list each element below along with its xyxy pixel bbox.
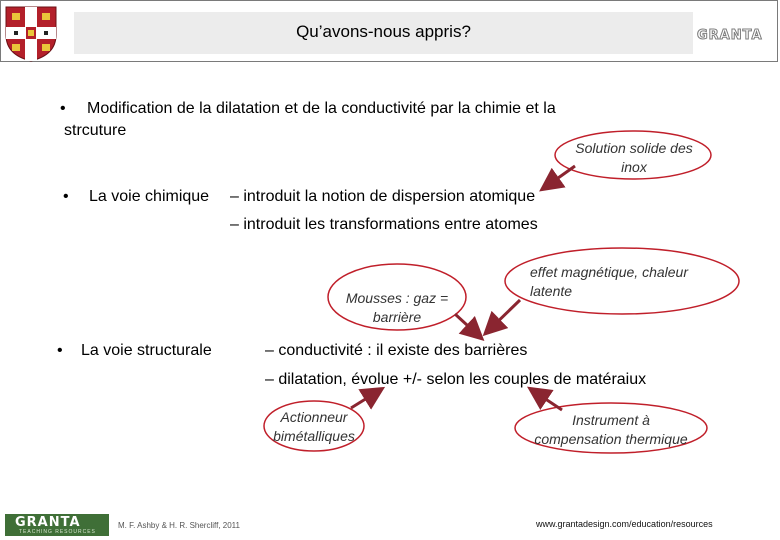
granta-footer-logo: GRANTA TEACHING RESOURCES	[5, 514, 109, 536]
note-effet: effet magnétique, chaleur latente	[530, 264, 688, 299]
note-instrument: Instrument à compensation thermique	[534, 412, 688, 447]
note-mousses: Mousses : gaz = barrière	[345, 290, 449, 325]
bullet1-line1: Modification de la dilatation et de la conductivité par la chimie et la	[87, 100, 556, 117]
bullet2-line1: – introduit la notion de dispersion atomique	[230, 188, 536, 205]
bullet-marker: •	[63, 188, 69, 205]
granta-header-logo: GRANTA	[697, 28, 763, 43]
note-actionneur: Actionneur bimétalliques	[273, 409, 355, 444]
footer-authors: M. F. Ashby & H. R. Shercliff, 2011	[118, 521, 240, 530]
page-title: Qu’avons-nous appris?	[296, 22, 471, 41]
bullet-marker: •	[57, 342, 63, 359]
arrow-instrument	[532, 390, 562, 410]
bullet1-line2: strcuture	[64, 122, 127, 139]
bullet3-line1: – conductivité : il existe des barrières	[265, 342, 528, 359]
arrow-effet	[487, 300, 520, 332]
bullet2-line2: – introduit les transformations entre atomes	[230, 216, 538, 233]
bullet2-label: La voie chimique	[89, 188, 210, 205]
bullet-marker: •	[60, 100, 66, 117]
bullet3-label: La voie structurale	[81, 342, 212, 359]
note-inox: Solution solide des inox	[575, 140, 693, 175]
bullet3-line2: – dilatation, évolue +/- selon les couples de matéraiux	[265, 371, 647, 388]
footer-url[interactable]: www.grantadesign.com/education/resources	[536, 519, 713, 529]
arrow-actionneur	[351, 390, 380, 408]
